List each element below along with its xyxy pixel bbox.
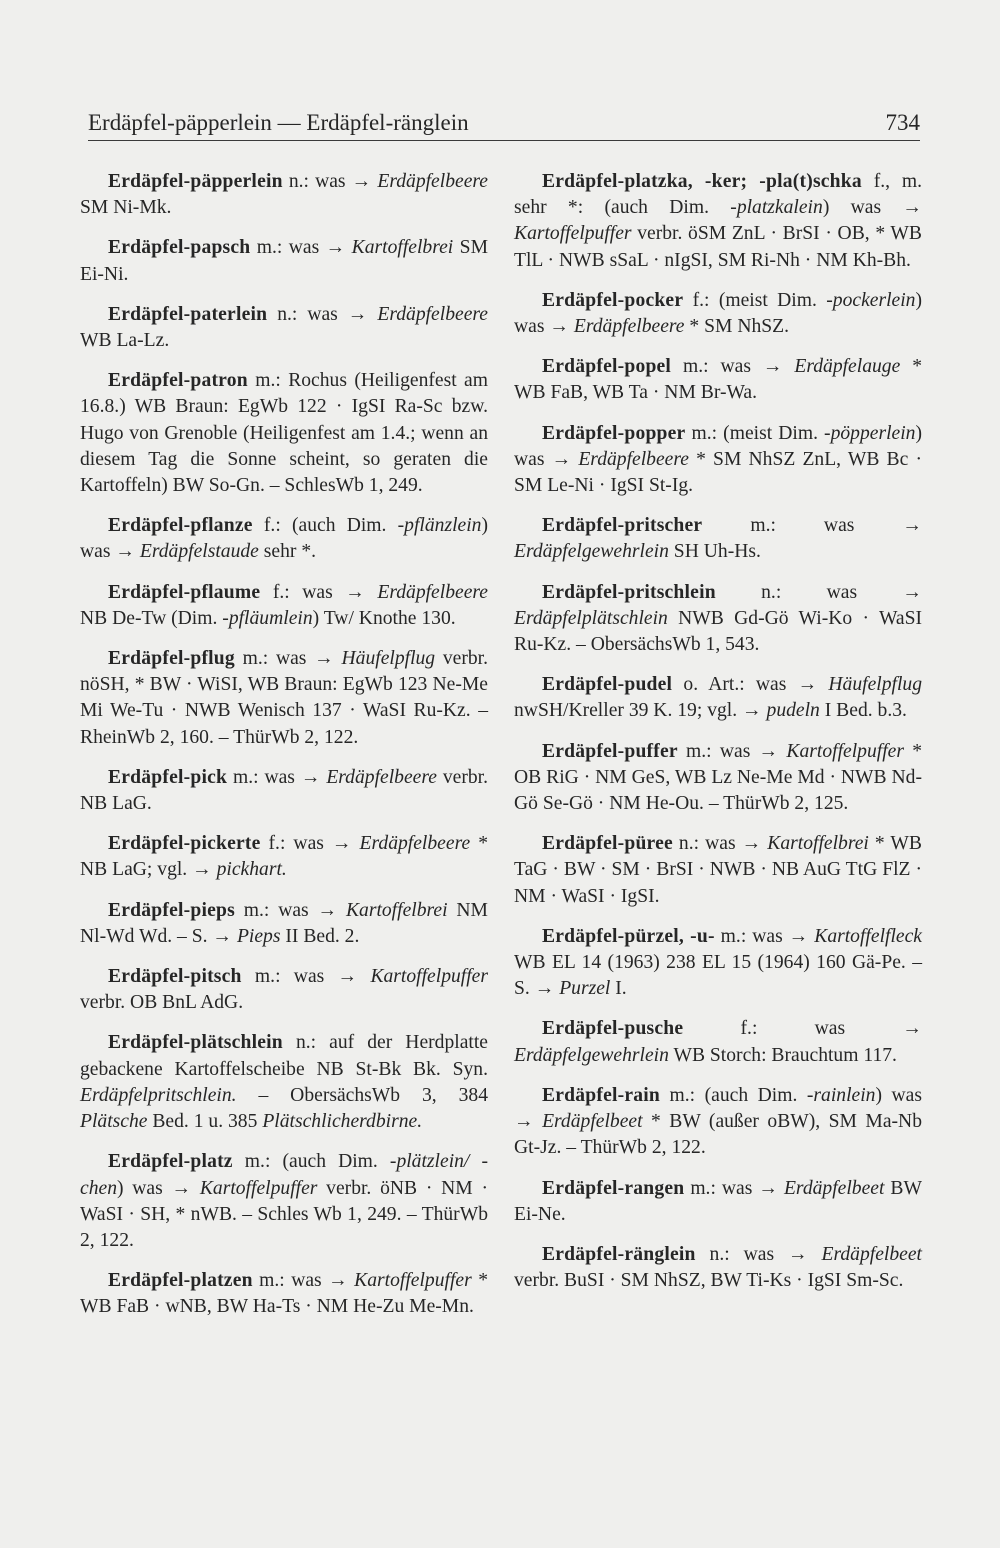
entry-text: m.: was →: [234, 648, 342, 670]
page-number: 734: [885, 110, 920, 135]
dictionary-entry: [514, 831, 922, 910]
entry-italic-text: Erdäpfelpritschlein.: [80, 1084, 237, 1106]
entry-text: m.: was →: [252, 1270, 355, 1292]
entry-headword: Erdäpfel-puffer: [542, 740, 678, 762]
entry-text: m.: was →: [241, 966, 371, 988]
dictionary-entry: [80, 1149, 488, 1254]
entry-text: n.: auf der Herdplatte gebackene Kartoffelscheibe NB St-Bk Bk. Syn.: [80, 1032, 488, 1080]
entry-text: m.: was →: [671, 356, 795, 378]
entry-italic-text: Kartoffelpuffer: [514, 223, 632, 245]
entry-italic-text: Erdäpfelgewehrlein: [514, 1044, 669, 1066]
entry-text: m.: was →: [250, 237, 352, 259]
entry-text: n.: was →: [695, 1243, 822, 1265]
entry-text: * SM NhSZ ZnL, WB Bc · SM Le-Ni · IgSI St-Ig.: [514, 448, 922, 497]
right-column: [514, 169, 922, 1308]
dictionary-entry: [80, 368, 488, 499]
entry-text: m.: was →: [677, 740, 787, 762]
entry-text: ) was →: [80, 515, 488, 563]
dictionary-entry: [80, 235, 488, 287]
entry-text: n.: was →: [715, 581, 922, 603]
entry-text: verbr. öNB · NM · WaSI · SH, * nWB. – Schles Wb 1, 249. – ThürWb 2, 122.: [80, 1177, 488, 1251]
dictionary-entry: [80, 646, 488, 751]
entry-text: verbr. BuSI · SM NhSZ, BW Ti-Ks · IgSI Sm-Sc.: [514, 1270, 904, 1292]
entry-headword: Erdäpfel-püree: [542, 833, 673, 855]
page-header: [88, 110, 920, 136]
entry-text: m.: (meist Dim.: [685, 422, 825, 444]
dictionary-entry: [80, 765, 488, 817]
dictionary-entry: [514, 288, 922, 340]
entry-headword: Erdäpfel-rain: [542, 1084, 660, 1106]
entry-text: m.: was →: [227, 766, 327, 788]
entry-headword: Erdäpfel-rangen: [542, 1177, 685, 1199]
entry-italic-text: pudeln: [766, 700, 820, 722]
entry-text: m.: Rochus (Heiligenfest am 16.8.) WB Braun: EgWb 122 · IgSI Ra-Sc bzw. Hugo von Grenoble (Heiligenfest am 1.4.; wenn an diesem Tag die Sonne scheint, so geraten die Kartoffeln) BW So-Gn. – SchlesWb 1, 249.: [80, 370, 488, 497]
entry-italic-text: Erdäpfelbeet: [821, 1243, 922, 1265]
entry-text: ) was →: [822, 197, 922, 219]
entry-text: – ObersächsWb 3, 384: [236, 1084, 488, 1106]
entry-text: * WB FaB, WB Ta · NM Br-Wa.: [514, 356, 922, 404]
entry-italic-text: Purzel: [559, 978, 611, 1000]
dictionary-entry: [514, 580, 922, 659]
entry-italic-text: Erdäpfelbeere: [359, 833, 471, 855]
entry-text: NB De-Tw (Dim.: [80, 607, 223, 629]
dictionary-entry: [514, 354, 922, 406]
entry-text: I.: [610, 978, 627, 1000]
entry-italic-text: Erdäpfelauge: [794, 356, 901, 378]
dictionary-entry: [80, 898, 488, 950]
entry-italic-text: Kartoffelpuffer: [786, 740, 904, 762]
entry-italic-text: Erdäpfelbeere: [326, 766, 437, 788]
entry-headword: Erdäpfel-platz: [108, 1151, 233, 1173]
entry-text: SH Uh-Hs.: [668, 541, 761, 563]
entry-text: sehr *.: [258, 541, 317, 563]
header-rule: [88, 140, 920, 141]
entry-text: ) was →: [117, 1177, 200, 1199]
dictionary-entry: [514, 169, 922, 274]
entry-text: WB EL 14 (1963) 238 EL 15 (1964) 160 Gä-Pe. – S. →: [514, 952, 922, 1000]
entry-text: WB Storch: Brauchtum 117.: [668, 1044, 897, 1066]
entry-text: I Bed. b.3.: [819, 700, 907, 722]
entry-headword: Erdäpfel-pflaume: [108, 581, 261, 603]
entry-text: SM Ei-Ni.: [80, 237, 488, 285]
entry-italic-text: Kartoffelfleck: [814, 925, 922, 947]
entry-italic-text: Erdäpfelplätschlein: [514, 607, 668, 629]
dictionary-entry: [514, 924, 922, 1003]
entry-italic-text: Kartoffelpuffer: [354, 1270, 472, 1292]
entry-headword: Erdäpfel-pocker: [542, 289, 684, 311]
entry-text: NWB Gd-Gö Wi-Ko · WaSI Ru-Kz. – ObersächsWb 1, 543.: [514, 607, 922, 656]
entry-headword: Erdäpfel-popel: [542, 356, 672, 378]
entry-italic-text: Erdäpfelgewehrlein: [514, 541, 669, 563]
entry-headword: Erdäpfel-pflanze: [108, 515, 253, 537]
entry-text: NM Nl-Wd Wd. – S. →: [80, 899, 488, 947]
entry-text: * OB RiG · NM GeS, WB Lz Ne-Me Md · NWB Nd-Gö Se-Gö · NM He-Ou. – ThürWb 2, 125.: [514, 740, 922, 815]
entry-headword: Erdäpfel-pritschlein: [542, 581, 716, 603]
entry-italic-text: Kartoffelpuffer: [199, 1177, 318, 1199]
dictionary-entry: [80, 1030, 488, 1135]
entry-text: n.: was →: [282, 171, 378, 192]
entry-text: verbr. NB LaG.: [80, 766, 488, 815]
entry-text: f., m. sehr *: (auch Dim.: [514, 171, 922, 219]
entry-headword: Erdäpfel-popper: [542, 422, 686, 444]
entry-text: Bed. 1 u. 385: [147, 1111, 263, 1133]
entry-text: m.: was →: [234, 899, 346, 921]
entry-italic-text: Kartoffelpuffer: [370, 966, 488, 988]
entry-headword: Erdäpfel-platzen: [108, 1270, 253, 1292]
entry-text: SM Ni-Mk.: [80, 197, 172, 219]
entry-text: o. Art.: was →: [672, 674, 829, 696]
entry-italic-text: -platzkalein: [730, 197, 823, 219]
dictionary-entry: [80, 169, 488, 221]
entry-headword: Erdäpfel-pritscher: [542, 515, 703, 537]
entry-headword: Erdäpfel-pitsch: [108, 966, 242, 988]
entry-text: * WB TaG · BW · SM · BrSI · NWB · NB AuG TtG FlZ · NM · WaSI · IgSI.: [514, 833, 922, 907]
entry-text: * SM NhSZ.: [684, 316, 790, 338]
dictionary-entry: [514, 513, 922, 565]
dictionary-entry: [80, 1268, 488, 1320]
entry-italic-text: Plätsche: [80, 1111, 148, 1133]
entry-headword: Erdäpfel-pusche: [542, 1018, 684, 1040]
entry-text: f.: (auch Dim.: [252, 515, 398, 537]
entry-text: WB La-Lz.: [80, 330, 170, 352]
entry-italic-text: Erdäpfelbeere: [573, 316, 685, 338]
entry-italic-text: -rainlein: [806, 1084, 876, 1106]
entry-italic-text: Häufelpflug: [828, 674, 922, 696]
entry-headword: Erdäpfel-patron: [108, 370, 248, 392]
entry-headword: Erdäpfel-pick: [108, 766, 228, 788]
entry-text: ) was →: [514, 289, 922, 338]
entry-headword: Erdäpfel-pickerte: [108, 833, 261, 855]
dictionary-entry: [80, 302, 488, 354]
left-column: [80, 169, 488, 1335]
entry-headword: Erdäpfel-ränglein: [542, 1243, 696, 1265]
dictionary-entry: [514, 1242, 922, 1294]
entry-text: m.: was →: [684, 1177, 784, 1199]
entry-headword: Erdäpfel-pieps: [108, 899, 235, 921]
dictionary-entry: [80, 513, 488, 565]
entry-text: ) Tw/ Knothe 130.: [312, 607, 456, 629]
entry-italic-text: Erdäpfelbeere: [377, 303, 488, 325]
entry-text: ) was →: [514, 1084, 923, 1133]
dictionary-entry: [514, 672, 922, 724]
dictionary-entry: [514, 1176, 922, 1228]
entry-text: m.: (auch Dim.: [659, 1084, 807, 1106]
entry-italic-text: Kartoffelbrei: [345, 899, 448, 921]
entry-italic-text: Plätschlicherdbirne.: [262, 1111, 423, 1133]
entry-text: m.: (auch Dim.: [232, 1151, 390, 1173]
dictionary-entry: [514, 421, 922, 500]
entry-text: ) was →: [514, 422, 922, 470]
entry-italic-text: pickhart.: [216, 859, 287, 881]
entry-italic-text: -plätzlein/ -chen: [80, 1151, 488, 1199]
entry-italic-text: Erdäpfelbeere: [377, 171, 488, 192]
entry-headword: Erdäpfel-platzka, -ker; -pla(t)schka: [542, 171, 862, 192]
entry-italic-text: Erdäpfelstaude: [139, 541, 259, 563]
dictionary-entry: [80, 580, 488, 632]
entry-italic-text: Kartoffelbrei: [767, 833, 869, 855]
entry-italic-text: Erdäpfelbeere: [578, 448, 689, 470]
entry-text: II Bed. 2.: [280, 925, 360, 947]
entry-text: nwSH/Kreller 39 K. 19; vgl. →: [514, 700, 767, 722]
entry-italic-text: Kartoffelbrei: [351, 237, 454, 259]
entry-headword: Erdäpfel-päpperlein: [108, 171, 283, 192]
entry-headword: Erdäpfel-pudel: [542, 674, 673, 696]
entry-text: verbr. nöSH, * BW · WiSI, WB Braun: EgWb 123 Ne-Me Mi We-Tu · NWB Wenisch 137 · WaSI Ru-Kz. – RheinWb 2, 160. – ThürWb 2, 122.: [80, 648, 488, 748]
entry-text: f.: was →: [260, 581, 378, 603]
entry-italic-text: Erdäpfelbeet: [783, 1177, 885, 1199]
entry-text: n.: was →: [672, 833, 768, 855]
dictionary-entry: [514, 739, 922, 818]
entry-italic-text: Erdäpfelbeere: [377, 581, 488, 603]
entry-text: f.: (meist Dim.: [683, 289, 827, 311]
entry-text: verbr. öSM ZnL · BrSI · OB, * WB TlL · NWB sSaL · nIgSI, SM Ri-Nh · NM Kh-Bh.: [514, 223, 922, 271]
running-title: Erdäpfel-päpperlein — Erdäpfel-ränglein: [88, 110, 469, 135]
dictionary-entry: [514, 1016, 922, 1068]
dictionary-entry: [514, 1083, 922, 1162]
entry-headword: Erdäpfel-plätschlein: [108, 1032, 283, 1054]
entry-text: * WB FaB · wNB, BW Ha-Ts · NM He-Zu Me-Mn.: [80, 1270, 488, 1318]
entry-italic-text: Häufelpflug: [341, 648, 436, 670]
entry-italic-text: Erdäpfelbeet: [542, 1111, 643, 1133]
entry-text: BW Ei-Ne.: [514, 1177, 922, 1225]
dictionary-entry: [80, 964, 488, 1016]
entry-text: f.: was →: [683, 1018, 922, 1040]
entry-text: f.: was →: [260, 833, 360, 855]
entry-italic-text: -pöpperlein: [824, 422, 916, 444]
entry-text: * BW (außer oBW), SM Ma-Nb Gt-Jz. – ThürWb 2, 122.: [514, 1111, 923, 1159]
entry-headword: Erdäpfel-pürzel, -u-: [542, 925, 715, 947]
entry-headword: Erdäpfel-paterlein: [108, 303, 268, 325]
entry-italic-text: -pockerlein: [826, 289, 916, 311]
entry-italic-text: -pfläumlein: [222, 607, 313, 629]
entry-text: m.: was →: [702, 515, 922, 537]
entry-headword: Erdäpfel-pflug: [108, 648, 235, 670]
entry-text: verbr. OB BnL AdG.: [80, 992, 244, 1014]
dictionary-entry: [80, 831, 488, 883]
entry-text: m.: was →: [714, 925, 815, 947]
entry-italic-text: Pieps: [236, 925, 281, 947]
entry-text: * NB LaG; vgl. →: [80, 833, 488, 881]
entry-headword: Erdäpfel-papsch: [108, 237, 251, 259]
entry-text: n.: was →: [267, 303, 378, 325]
entry-italic-text: -pflänzlein: [397, 515, 482, 537]
